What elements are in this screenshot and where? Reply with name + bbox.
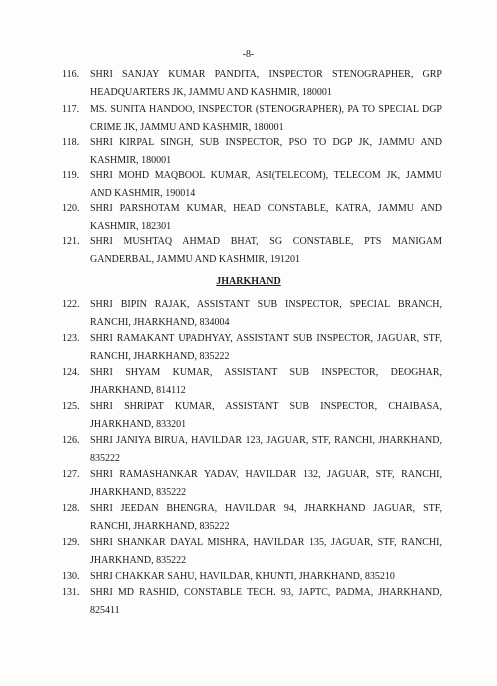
entry-line-2: JHARKHAND, 833201 [90,419,187,430]
entry-number: 118. [62,137,80,148]
entry-line-1: SHRI MD RASHID, CONSTABLE TECH. 93, JAPTC, PADMA, JHARKHAND, [90,587,442,598]
entry-line-1: SHRI SHYAM KUMAR, ASSISTANT SUB INSPECTOR, DEOGHAR, [90,367,442,378]
entry-line-1: SHRI JEEDAN BHENGRA, HAVILDAR 94, JHARKHAND JAGUAR, STF, [90,503,442,514]
entry-number: 127. [62,469,80,480]
section-heading: JHARKHAND [216,276,281,287]
entry-line-1: SHRI SANJAY KUMAR PANDITA, INSPECTOR STENOGRAPHER, GRP [90,69,442,80]
entry-line-2: JHARKHAND, 835222 [90,555,187,566]
entry-line-1: SHRI SHANKAR DAYAL MISHRA, HAVILDAR 135, JAGUAR, STF, RANCHI, [90,537,442,548]
entry-number: 129. [62,537,80,548]
entry-line-2: RANCHI, JHARKHAND, 835222 [90,521,230,532]
entry-number: 131. [62,587,80,598]
entry-line-1: SHRI RAMASHANKAR YADAV, HAVILDAR 132, JAGUAR, STF, RANCHI, [90,469,442,480]
entry-line-1: SHRI MUSHTAQ AHMAD BHAT, SG CONSTABLE, PTS MANIGAM [90,236,442,247]
entry-line-2: HEADQUARTERS JK, JAMMU AND KASHMIR, 180001 [90,87,332,98]
entry-number: 116. [62,69,80,80]
entry-number: 128. [62,503,80,514]
entry-line-1: MS. SUNITA HANDOO, INSPECTOR (STENOGRAPHER), PA TO SPECIAL DGP [90,104,442,115]
entry-line-1: SHRI PARSHOTAM KUMAR, HEAD CONSTABLE, KATRA, JAMMU AND [90,203,442,214]
entry-line-2: AND KASHMIR, 190014 [90,188,196,199]
entry-number: 122. [62,299,80,310]
entry-number: 119. [62,170,80,181]
entry-number: 125. [62,401,80,412]
entry-line-2: GANDERBAL, JAMMU AND KASHMIR, 191201 [90,254,301,265]
entry-number: 130. [62,571,80,582]
entry-line-2: KASHMIR, 180001 [90,155,172,166]
entry-line-1: SHRI SHRIPAT KUMAR, ASSISTANT SUB INSPECTOR, CHAIBASA, [90,401,442,412]
entry-line-2: JHARKHAND, 835222 [90,487,187,498]
entry-number: 126. [62,435,80,446]
entry-line-2: 835222 [90,453,120,464]
page-number: -8- [242,49,255,60]
entry-line-2: RANCHI, JHARKHAND, 835222 [90,351,230,362]
entry-number: 120. [62,203,80,214]
entry-line-1: SHRI JANIYA BIRUA, HAVILDAR 123, JAGUAR, STF, RANCHI, JHARKHAND, [90,435,442,446]
entry-line-1: SHRI BIPIN RAJAK, ASSISTANT SUB INSPECTOR, SPECIAL BRANCH, [90,299,442,310]
entry-line-1: SHRI MOHD MAQBOOL KUMAR, ASI(TELECOM), TELECOM JK, JAMMU [90,170,442,181]
entry-line-2: RANCHI, JHARKHAND, 834004 [90,317,230,328]
entry-line-2: KASHMIR, 182301 [90,221,172,232]
entry-number: 121. [62,236,80,247]
entry-line-1: SHRI KIRPAL SINGH, SUB INSPECTOR, PSO TO DGP JK, JAMMU AND [90,137,442,148]
entry-line-1: SHRI CHAKKAR SAHU, HAVILDAR, KHUNTI, JHARKHAND, 835210 [90,571,395,582]
entry-number: 123. [62,333,80,344]
entry-line-2: CRIME JK, JAMMU AND KASHMIR, 180001 [90,122,284,133]
entry-line-2: JHARKHAND, 814112 [90,385,186,396]
entry-number: 117. [62,104,80,115]
entry-number: 124. [62,367,80,378]
entry-line-2: 825411 [90,605,120,616]
entry-line-1: SHRI RAMAKANT UPADHYAY, ASSISTANT SUB INSPECTOR, JAGUAR, STF, [90,333,442,344]
